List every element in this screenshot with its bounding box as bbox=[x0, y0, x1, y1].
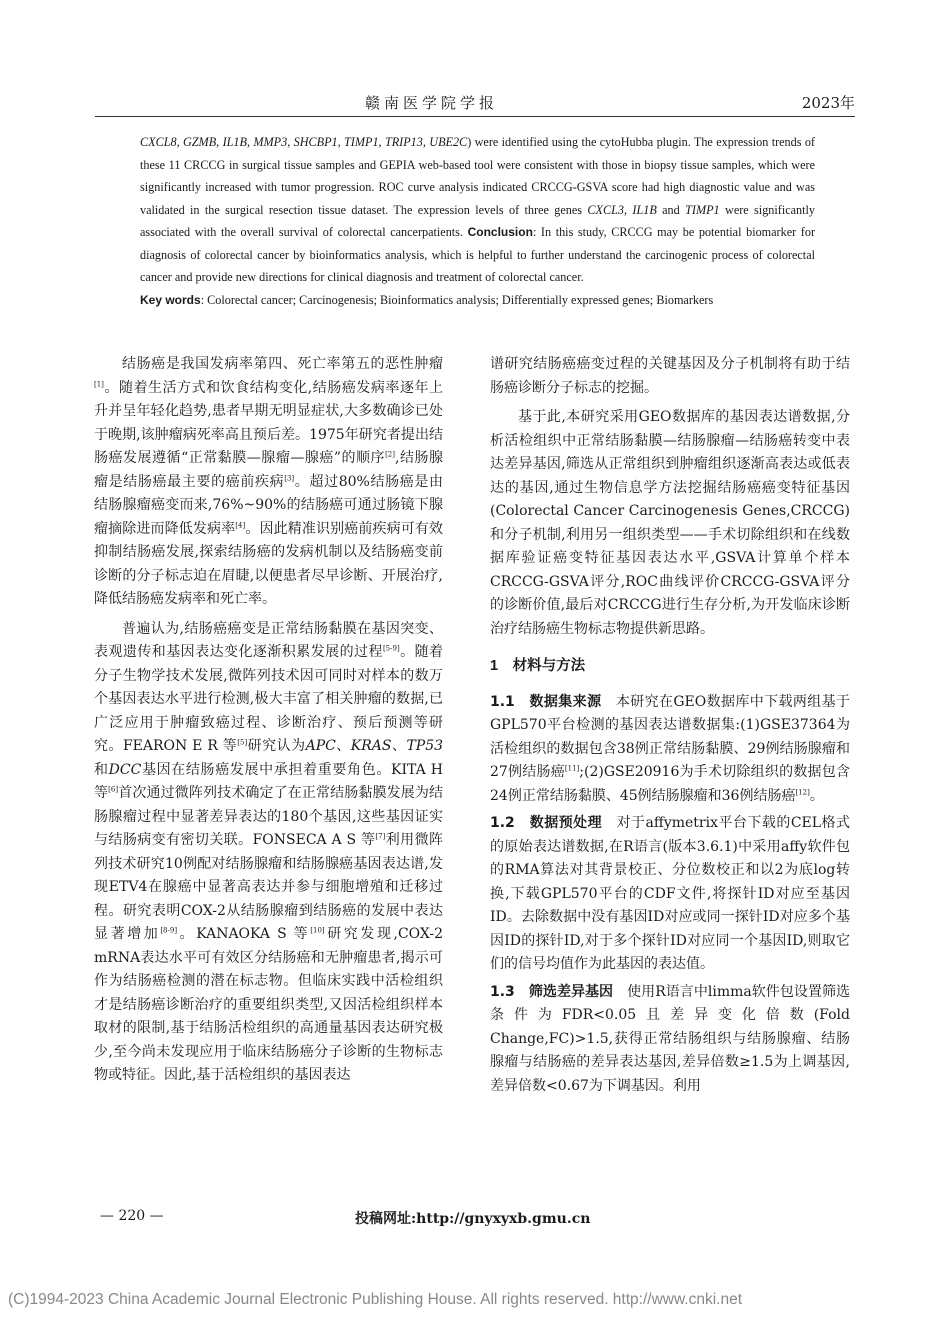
submission-site-link[interactable]: 投稿网址:http://gnyxyxb.gmu.cn bbox=[355, 1211, 591, 1227]
intro-paragraph-3: 谱研究结肠癌癌变过程的关键基因及分子机制将有助于结肠癌诊断分子标志的挖掘。 bbox=[490, 356, 850, 396]
intro-paragraph-2: 普遍认为,结肠癌癌变是正常结肠黏膜在基因突变、表观遗传和基因表达变化逐渐积累发展的过程[5-9]。随着分子生物学技术发展,微阵列技术因可同时对样本的数万个基因表达水平进行检测,极大丰富了相关肿瘤的数据,已广泛应用于肿瘤致癌过程、诊断治疗、预后预测等研究。FEARON E R 等[5]研究认为APC、KRAS、TP53和DCC基因在结肠癌发展中承担着重要角色。KITA H 等[6]首次通过微阵列技术确定了在正常结肠黏膜发展为结肠腺瘤过程中显著差异表达的180个基因,这些基因证实与结肠病变有密切关联。FONSECA A S 等[7]利用微阵列技术研究10例配对结肠腺瘤和结肠腺癌基因表达谱,发现ETV4在腺癌中显著高表达并参与细胞增殖和迁移过程。研究表明COX-2从结肠腺瘤到结肠癌的发展中表达显著增加[8-9]。KANAOKA S 等[10]研究发现,COX-2 mRNA表达水平可有效区分结肠癌和无肿瘤患者,揭示可作为结肠癌检测的潜在标志物。但临床实践中活检组织才是结肠癌诊断治疗的重要组织类型,又因活检组织样本取材的限制,基于结肠活检组织的高通量基因表达研究极少,至今尚未发现应用于临床结肠癌分子诊断的生物标志物或特征。因此,基于活检组织的基因表达 bbox=[94, 620, 444, 1083]
citation-link[interactable]: [2] bbox=[385, 450, 395, 459]
keywords: Key words: Colorectal cancer; Carcinogenesis; Bioinformatics analysis; Differentially expressed genes; Biomarkers bbox=[140, 292, 714, 307]
citation-link[interactable]: [5-9] bbox=[382, 644, 400, 653]
subsection-1-2-title: 1.2 数据预处理 bbox=[490, 815, 603, 831]
citation-link[interactable]: [12] bbox=[795, 787, 810, 796]
gene-list: CXCL8, GZMB, IL1B, MMP3, SHCBP1, TIMP1, TRIP13, UBE2C bbox=[140, 135, 468, 149]
section-title-methods: 1 材料与方法 bbox=[490, 658, 586, 674]
citation-link[interactable]: [4] bbox=[235, 520, 246, 529]
page-header bbox=[95, 92, 855, 118]
abstract-results-paragraph: CXCL8, GZMB, IL1B, MMP3, SHCBP1, TIMP1, TRIP13, UBE2C) were identified using the cytoHubba plugin. The expression trends of these 11 CRCCG in surgical tissue samples and GEPIA web-based tool were consistent with those in biopsy tissue samples, which were significantly increased with tumor progression. ROC curve analysis indicated CRCCG-GSVA score had high diagnostic value and was validated in the surgical resection tissue dataset. The expression levels of three genes CXCL3, IL1B and TIMP1 were significantly associated with the overall survival of colorectal cancerpatients. Conclusion: In this study, CRCCG may be potential biomarker for diagnosis of colorectal cancer by bioinformatics analysis, which is helpful to further understand the carcinogenic process of colorectal cancer and provide new directions for clinical diagnosis and treatment of colorectal cancer. bbox=[140, 135, 816, 284]
page-number: — 220 — bbox=[100, 1208, 164, 1224]
citation-link[interactable]: [7] bbox=[375, 832, 386, 841]
header-year: 2023年 bbox=[801, 94, 855, 112]
right-column bbox=[490, 353, 850, 1098]
keywords-label: Key words bbox=[140, 292, 201, 307]
citation-link[interactable]: [5] bbox=[237, 738, 248, 747]
journal-title: 赣南医学院学报 bbox=[365, 94, 499, 112]
citation-link[interactable]: [11] bbox=[564, 764, 580, 773]
citation-link[interactable]: [3] bbox=[284, 473, 295, 482]
intro-paragraph-1: 结肠癌是我国发病率第四、死亡率第五的恶性肿瘤[1]。随着生活方式和饮食结构变化,结肠癌发病率逐年上升并呈年轻化趋势,患者早期无明显症状,大多数确诊已处于晚期,该肿瘤病死率高且预后差。1975年研究者提出结肠癌发展遵循“正常黏膜—腺瘤—腺癌”的顺序[2],结肠腺瘤是结肠癌最主要的癌前疾病[3]。超过80%结肠癌是由结肠腺瘤癌变而来,76%~90%的结肠癌可通过肠镜下腺瘤摘除进而降低发病率[4]。因此精准识别癌前疾病可有效抑制结肠癌发展,探索结肠癌的发病机制以及结肠癌变前诊断的分子标志迫在眉睫,以便患者尽早诊断、开展治疗,降低结肠癌发病率和死亡率。 bbox=[94, 356, 444, 607]
citation-link[interactable]: [10] bbox=[310, 926, 325, 935]
citation-link[interactable]: [1] bbox=[94, 379, 104, 388]
left-column bbox=[94, 353, 443, 1088]
english-abstract bbox=[140, 131, 815, 311]
conclusion-label: Conclusion bbox=[467, 225, 533, 239]
citation-link[interactable]: [8-9] bbox=[160, 926, 178, 935]
intro-paragraph-4: 基于此,本研究采用GEO数据库的基因表达谱数据,分析活检组织中正常结肠黏膜—结肠腺瘤—结肠癌转变中表达差异基因,筛选从正常组织到肿瘤组织逐渐高表达或低表达的基因,通过生物信息学方法挖掘结肠癌癌变特征基因(Colorectal Cancer Carcinogenesis Genes,CRCCG)和分子机制,利用另一组织类型——手术切除组织和在线数据库验证癌变特征基因表达水平,GSVA计算单个样本CRCCG-GSVA评分,ROC曲线评价CRCCG-GSVA评分的诊断价值,最后对CRCCG进行生存分析,为开发临床诊断治疗结肠癌生物标志物提供新思路。 bbox=[490, 409, 850, 637]
citation-link[interactable]: [6] bbox=[108, 785, 119, 794]
subsection-1-2: 1.2 数据预处理 对于affymetrix平台下载的CEL格式的原始表达谱数据,在R语言(版本3.6.1)中采用affy软件包的RMA算法对其背景校正、分位数校正和以2为底log转换,下载GPL570平台的CDF文件,将探针ID对应至基因ID。去除数据中没有基因ID对应或同一探针ID对应多个基因ID的探针ID,对于多个探针ID对应同一个基因ID,则取它们的信号均值作为此基因的表达值。 bbox=[490, 815, 850, 972]
subsection-1-3-title: 1.3 筛选差异基因 bbox=[490, 983, 614, 1000]
header-rule bbox=[95, 116, 855, 117]
copyright-watermark: (C)1994-2023 China Academic Journal Electronic Publishing House. All rights reserved. http://www.cnki.net bbox=[8, 1291, 743, 1308]
subsection-1-1: 1.1 数据集来源 本研究在GEO数据库中下载两组基于GPL570平台检测的基因表达谱数据集:(1)GSE37364为活检组织的数据包含38例正常结肠黏膜、29例结肠腺瘤和27例结肠癌[11];(2)GSE20916为手术切除组织的数据包含24例正常结肠黏膜、45例结肠腺瘤和36例结肠癌[12]。 bbox=[490, 693, 850, 804]
subsection-1-3: 1.3 筛选差异基因 使用R语言中limma软件包设置筛选条件为FDR<0.05且差异变化倍数(Fold Change,FC)>1.5,获得正常结肠组织与结肠腺瘤、结肠腺瘤与结肠癌的差异表达基因,差异倍数≥1.5为上调基因,差异倍数<0.67为下调基因。利用 bbox=[490, 983, 850, 1094]
subsection-1-1-title: 1.1 数据集来源 bbox=[490, 693, 602, 710]
